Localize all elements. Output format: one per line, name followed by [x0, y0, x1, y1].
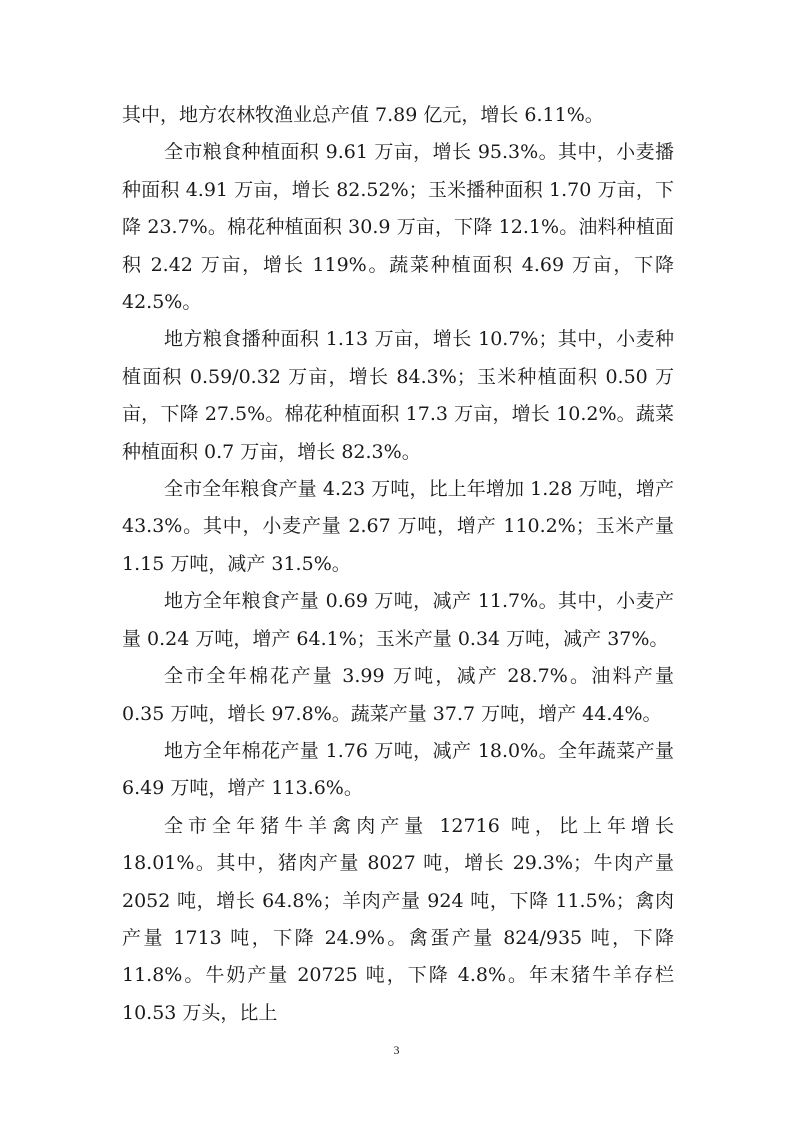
paragraph-city-meat-output: 全市全年猪牛羊禽肉产量 12716 吨，比上年增长 18.01%。其中，猪肉产量 8027 吨，增长 29.3%；牛肉产量 2052 吨，增长 64.8%；羊肉产量 924 吨，下降 11.5%；禽肉产量 1713 吨，下降 24.9%。禽蛋产量 824/935 吨，下降 11.8%。牛奶产量 20725 吨，下降 4.8%。年末猪牛羊存栏 10.53 万头，比上 — [122, 814, 674, 1024]
paragraph-city-grain-output: 全市全年粮食产量 4.23 万吨，比上年增加 1.28 万吨，增产 43.3%。其中，小麦产量 2.67 万吨，增产 110.2%；玉米产量 1.15 万吨，减产 31.5%。 — [122, 478, 674, 575]
body-text — [122, 97, 674, 1032]
paragraph-continuation: 其中，地方农林牧渔业总产值 7.89 亿元，增长 6.11%。 — [122, 104, 604, 126]
page-number: 3 — [393, 1043, 400, 1057]
paragraph-local-cotton-output: 地方全年棉花产量 1.76 万吨，减产 18.0%。全年蔬菜产量 6.49 万吨，增产 113.6%。 — [122, 739, 674, 800]
paragraph-local-planting-area: 地方粮食播种面积 1.13 万亩，增长 10.7%；其中，小麦种植面积 0.59/0.32 万亩，增长 84.3%；玉米种植面积 0.50 万亩，下降 27.5%。棉花种植面积 17.3 万亩，增长 10.2%。蔬菜种植面积 0.7 万亩，增长 82.3%。 — [122, 328, 674, 463]
paragraph-city-cotton-output: 全市全年棉花产量 3.99 万吨，减产 28.7%。油料产量 0.35 万吨，增长 97.8%。蔬菜产量 37.7 万吨，增产 44.4%。 — [122, 665, 674, 725]
paragraph-city-planting-area: 全市粮食种植面积 9.61 万亩，增长 95.3%。其中，小麦播种面积 4.91 万亩，增长 82.52%；玉米播种面积 1.70 万亩，下降 23.7%。棉花种植面积 30.9 万亩，下降 12.1%。油料种植面积 2.42 万亩，增长 119%。蔬菜种植面积 4.69 万亩，下降 42.5%。 — [122, 141, 674, 314]
paragraph-local-grain-output: 地方全年粮食产量 0.69 万吨，减产 11.7%。其中，小麦产量 0.24 万吨，增产 64.1%；玉米产量 0.34 万吨，减产 37%。 — [122, 590, 674, 650]
